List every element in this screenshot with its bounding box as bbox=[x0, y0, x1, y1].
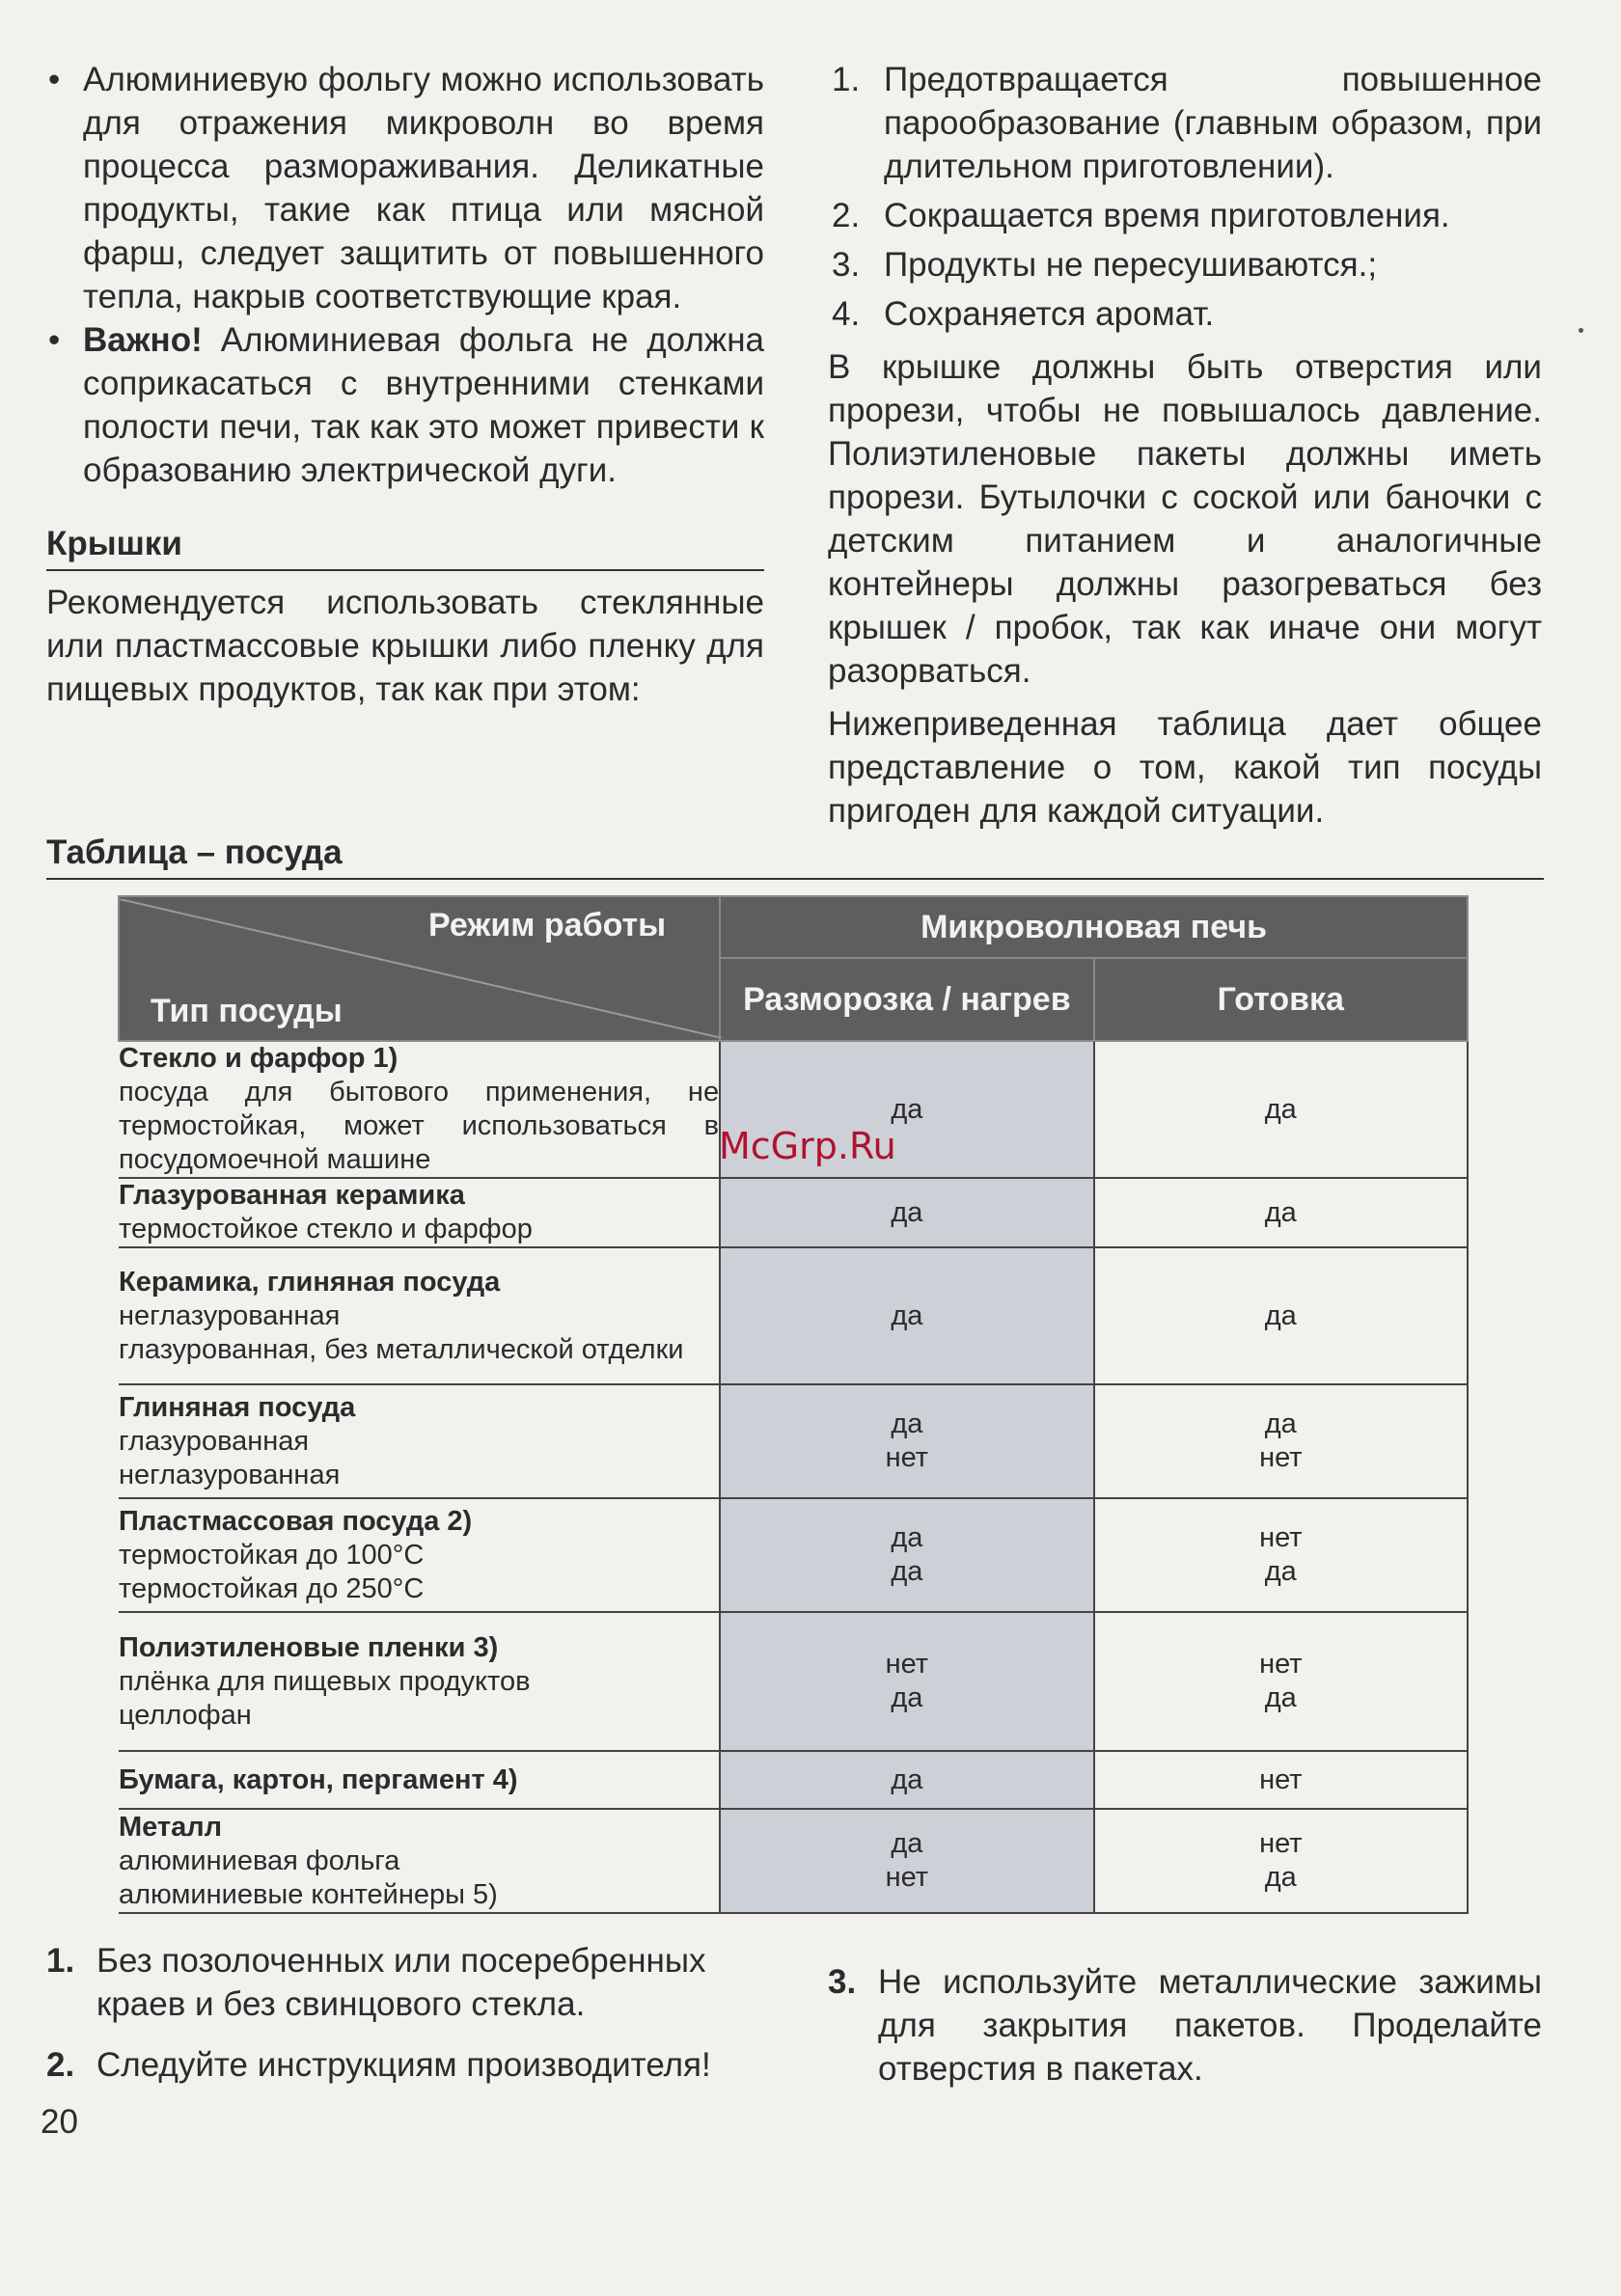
defrost-value: да bbox=[891, 1093, 923, 1125]
dish-type-cell bbox=[119, 1809, 720, 1913]
cook-value: да bbox=[1264, 1408, 1297, 1439]
defrost-cell bbox=[720, 1751, 1094, 1809]
cook-cell bbox=[1094, 1041, 1468, 1178]
dish-type-header: Тип посуды bbox=[151, 993, 343, 1029]
defrost-value: да bbox=[891, 1408, 923, 1439]
defrost-value: да bbox=[891, 1196, 923, 1228]
dish-type-detail: термостойкое стекло и фарфор bbox=[119, 1214, 533, 1244]
table-intro-paragraph: Нижеприведенная таблица дает общее представление о том, какой тип посуды пригоден для каждой ситуации. bbox=[828, 705, 1542, 830]
cook-value: нет bbox=[1259, 1763, 1303, 1795]
dish-type-name: Бумага, картон, пергамент 4) bbox=[119, 1763, 518, 1795]
cook-value: нет bbox=[1259, 1828, 1303, 1859]
footnote-number: 1. bbox=[46, 1942, 75, 1980]
dish-type-detail: термостойкая до 250°С bbox=[119, 1572, 425, 1604]
dish-type-cell bbox=[119, 1498, 720, 1612]
dish-type-cell bbox=[119, 1247, 720, 1384]
defrost-cell bbox=[720, 1498, 1094, 1612]
corner-header bbox=[119, 896, 720, 1041]
cook-value: да bbox=[1264, 1862, 1297, 1893]
footnote bbox=[46, 1939, 764, 2026]
footnote bbox=[828, 1960, 1542, 2091]
bullet-bold: Важно! bbox=[83, 321, 203, 359]
dish-type-detail: глазурованная bbox=[119, 1425, 310, 1457]
list-item bbox=[828, 58, 1542, 188]
item-text: Продукты не пересушиваются.; bbox=[884, 246, 1378, 284]
right-column bbox=[828, 58, 1542, 833]
dish-type-name: Металл bbox=[119, 1811, 223, 1843]
cook-value: нет bbox=[1259, 1522, 1303, 1553]
defrost-cell bbox=[720, 1612, 1094, 1751]
defrost-value: да bbox=[891, 1299, 923, 1331]
dish-type-cell bbox=[119, 1612, 720, 1751]
page-number: 20 bbox=[41, 2103, 78, 2141]
defrost-value: нет bbox=[885, 1442, 929, 1473]
dish-type-cell bbox=[119, 1751, 720, 1809]
item-number: 3. bbox=[832, 246, 861, 284]
dish-type-detail: плёнка для пищевых продуктов bbox=[119, 1665, 531, 1697]
defrost-value: нет bbox=[885, 1862, 929, 1893]
cook-value: да bbox=[1264, 1556, 1297, 1587]
cook-value: нет bbox=[1259, 1442, 1303, 1473]
defrost-header: Разморозка / нагрев bbox=[720, 958, 1094, 1041]
bullet-foil-important bbox=[46, 318, 764, 492]
cook-cell bbox=[1094, 1498, 1468, 1612]
footnotes-right bbox=[828, 1960, 1542, 2108]
dish-type-detail: термостойкая до 100°С bbox=[119, 1539, 425, 1571]
table-row bbox=[119, 1247, 1468, 1384]
defrost-value: да bbox=[891, 1556, 923, 1587]
dish-type-detail: неглазурованная bbox=[119, 1459, 341, 1490]
footnote-text: Без позолоченных или посеребренных краев и без свинцового стекла. bbox=[96, 1942, 706, 2023]
defrost-cell bbox=[720, 1178, 1094, 1247]
cook-cell bbox=[1094, 1612, 1468, 1751]
dish-type-name: Стекло и фарфор 1) bbox=[119, 1043, 398, 1074]
table-row bbox=[119, 1384, 1468, 1498]
table-row bbox=[119, 1612, 1468, 1751]
footnote-text: Не используйте металлические зажимы для закрытия пакетов. Проделайте отверстия в пакетах. bbox=[878, 1963, 1542, 2088]
cook-value: нет bbox=[1259, 1649, 1303, 1680]
item-text: Сохраняется аромат. bbox=[884, 295, 1215, 333]
list-item bbox=[828, 243, 1542, 287]
cook-cell bbox=[1094, 1247, 1468, 1384]
cook-cell bbox=[1094, 1384, 1468, 1498]
dish-type-cell bbox=[119, 1178, 720, 1247]
cook-cell bbox=[1094, 1178, 1468, 1247]
footnote-number: 3. bbox=[828, 1963, 857, 2001]
table-row bbox=[119, 1809, 1468, 1913]
item-number: 2. bbox=[832, 197, 861, 234]
dish-type-detail: целлофан bbox=[119, 1699, 252, 1731]
dishware-table bbox=[118, 895, 1469, 1914]
dish-type-detail: алюминиевые контейнеры 5) bbox=[119, 1878, 498, 1910]
item-text: Сокращается время приготовления. bbox=[884, 197, 1450, 234]
lids-text: Рекомендуется использовать стеклянные или пластмассовые крышки либо пленку для пищевых продуктов, так как при этом: bbox=[46, 584, 764, 708]
left-column bbox=[46, 58, 764, 711]
defrost-value: да bbox=[891, 1522, 923, 1553]
footnotes-left bbox=[46, 1939, 764, 2104]
cook-header: Готовка bbox=[1094, 958, 1468, 1041]
dish-type-detail: неглазурованная bbox=[119, 1299, 341, 1331]
cook-value: да bbox=[1264, 1196, 1297, 1228]
cook-cell bbox=[1094, 1809, 1468, 1913]
table-row bbox=[119, 1751, 1468, 1809]
dish-type-cell bbox=[119, 1384, 720, 1498]
cook-value: да bbox=[1264, 1299, 1297, 1331]
dish-type-name: Керамика, глиняная посуда bbox=[119, 1266, 501, 1298]
cook-value: да bbox=[1264, 1682, 1297, 1713]
dish-type-name: Глазурованная керамика bbox=[119, 1180, 465, 1211]
defrost-cell bbox=[720, 1809, 1094, 1913]
table-row bbox=[119, 1498, 1468, 1612]
dish-type-name: Полиэтиленовые пленки 3) bbox=[119, 1631, 499, 1663]
dish-type-detail: посуда для бытового применения, не термостойкая, может использоваться в посудомоечной машине bbox=[119, 1077, 720, 1175]
item-text: Предотвращается повышенное парообразование (главным образом, при длительном приготовлении). bbox=[884, 61, 1542, 185]
mode-header: Режим работы bbox=[428, 907, 667, 943]
dish-type-detail: алюминиевая фольга bbox=[119, 1845, 400, 1876]
scan-speck bbox=[1579, 328, 1583, 333]
lid-benefits-list bbox=[828, 58, 1542, 336]
bullet-text: Алюминиевую фольгу можно использовать для отражения микроволн во время процесса размораживания. Деликатные продукты, такие как птица или мясной фарш, следует защитить от повышенного тепла, накрыв соответствующие края. bbox=[83, 61, 764, 315]
dish-type-detail: глазурованная, без металлической отделки bbox=[119, 1333, 684, 1365]
defrost-value: нет bbox=[885, 1649, 929, 1680]
cook-cell bbox=[1094, 1751, 1468, 1809]
defrost-value: да bbox=[891, 1828, 923, 1859]
footnote-text: Следуйте инструкциям производителя! bbox=[96, 2046, 711, 2084]
defrost-cell bbox=[720, 1247, 1094, 1384]
item-number: 4. bbox=[832, 295, 861, 333]
list-item bbox=[828, 194, 1542, 237]
defrost-value: да bbox=[891, 1682, 923, 1713]
vent-paragraph: В крышке должны быть отверстия или прорези, чтобы не повышалось давление. Полиэтиленовые пакеты должны иметь прорези. Бутылочки с соской или баночки с детским питанием и аналогичные контейнеры должны разогреваться без крышек / пробок, так как иначе они могут разорваться. bbox=[828, 348, 1542, 690]
bullet-text: Алюминиевая фольга не должна соприкасаться с внутренними стенками полости печи, так как это может привести к образованию электрической дуги. bbox=[83, 321, 764, 489]
lids-heading: Крышки bbox=[46, 523, 764, 571]
footnote bbox=[46, 2043, 764, 2087]
list-item bbox=[828, 292, 1542, 336]
footnote-number: 2. bbox=[46, 2046, 75, 2084]
watermark: McGrp.Ru bbox=[719, 1125, 896, 1167]
cook-value: да bbox=[1264, 1093, 1297, 1125]
item-number: 1. bbox=[832, 61, 861, 98]
table-heading: Таблица – посуда bbox=[46, 832, 1544, 880]
dish-type-name: Пластмассовая посуда 2) bbox=[119, 1505, 473, 1537]
foil-bullets bbox=[46, 58, 764, 492]
microwave-header: Микроволновая печь bbox=[720, 896, 1468, 958]
dish-type-cell bbox=[119, 1041, 720, 1178]
defrost-value: да bbox=[891, 1763, 923, 1795]
bullet-foil-reflect bbox=[46, 58, 764, 318]
dish-type-name: Глиняная посуда bbox=[119, 1391, 356, 1423]
table-row bbox=[119, 1178, 1468, 1247]
defrost-cell bbox=[720, 1384, 1094, 1498]
